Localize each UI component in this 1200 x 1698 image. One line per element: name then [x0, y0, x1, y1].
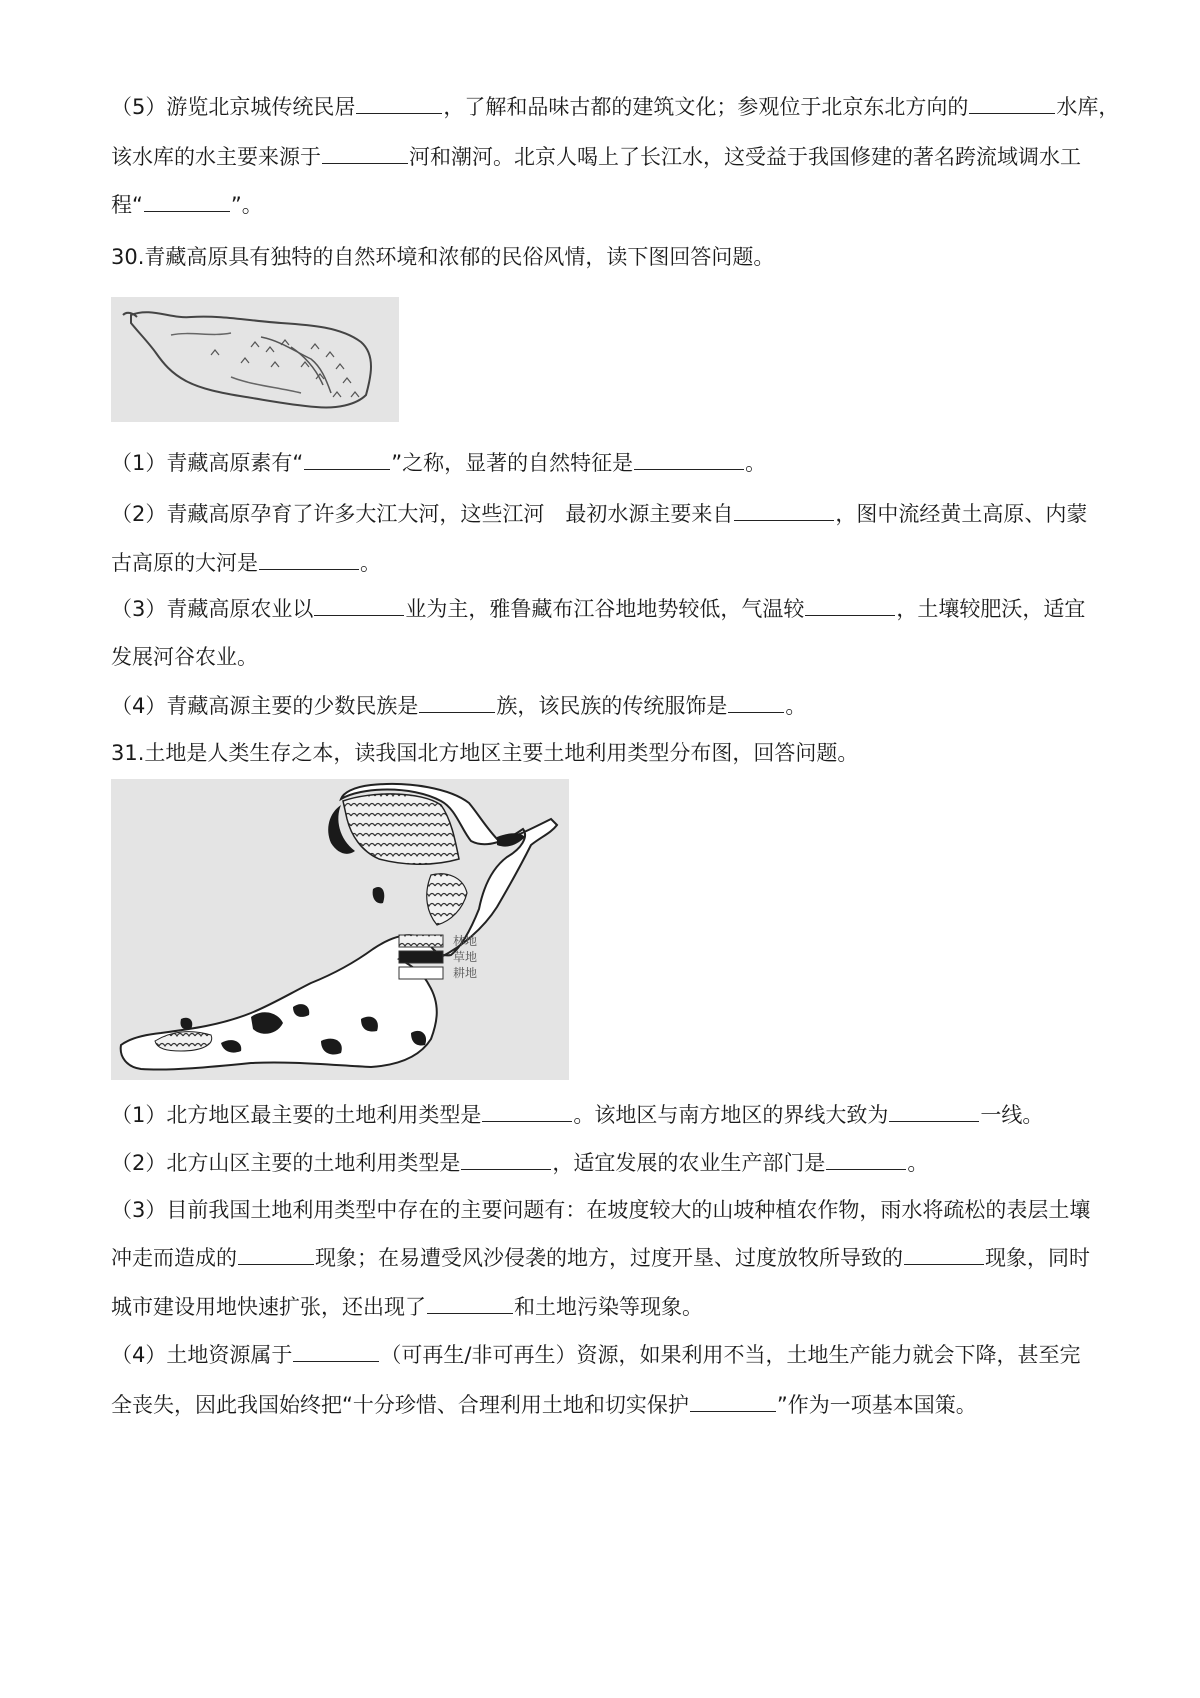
- answer-blank[interactable]: [889, 1101, 979, 1122]
- answer-blank[interactable]: [144, 191, 230, 212]
- answer-blank[interactable]: [259, 549, 359, 570]
- q30-text: 古高原的大河是: [111, 551, 258, 575]
- q31-3-line1: （3）目前我国土地利用类型中存在的主要问题有：在坡度较大的山坡种植农作物，雨水将疏松的表层土壤: [111, 1198, 1091, 1222]
- answer-blank[interactable]: [904, 1244, 984, 1265]
- legend-label: 耕地: [453, 966, 478, 980]
- q31-text: （1）北方地区最主要的土地利用类型是: [111, 1103, 482, 1127]
- tibetan-plateau-map: [111, 297, 399, 422]
- q30-2-line2: [111, 548, 1101, 578]
- legend-label: 林地: [453, 934, 478, 948]
- q30-1: [111, 448, 1101, 478]
- q31-4-line1: [111, 1340, 1101, 1370]
- q31-3-line2: [111, 1243, 1101, 1273]
- q31-text: 现象；在易遭受风沙侵袭的地方，过度开垦、过度放牧所导致的: [315, 1246, 903, 1270]
- answer-blank[interactable]: [826, 1149, 906, 1170]
- answer-blank[interactable]: [461, 1149, 551, 1170]
- q30-3-line2: 发展河谷农业。: [111, 645, 258, 669]
- q30-text: ，土壤较肥沃，适宜: [896, 597, 1086, 621]
- answer-blank[interactable]: [634, 449, 744, 470]
- q30-text: 业为主，雅鲁藏布江谷地地势较低，气温较: [405, 597, 805, 621]
- answer-blank[interactable]: [482, 1101, 572, 1122]
- q31-text: 全丧失，因此我国始终把“十分珍惜、合理利用土地和切实保护: [111, 1393, 689, 1417]
- q31-text: 和土地污染等现象。: [514, 1295, 703, 1319]
- q30-text: 。: [745, 451, 767, 475]
- q29-5-line1: [111, 92, 1120, 122]
- answer-blank[interactable]: [805, 595, 895, 616]
- q29-5-text: ”。: [230, 193, 263, 217]
- answer-blank[interactable]: [690, 1391, 776, 1412]
- q30-text: （2）青藏高原孕育了许多大江大河，这些江河 最初水源主要来自: [111, 502, 734, 526]
- answer-blank[interactable]: [322, 143, 408, 164]
- tibetan-plateau-sketch: [111, 297, 399, 422]
- q31-text: ”作为一项基本国策。: [776, 1393, 977, 1417]
- q31-text: （可再生/非可再生）资源，如果利用不当，土地生产能力就会下降，甚至完: [380, 1343, 1081, 1367]
- q30-text: ”之称，显著的自然特征是: [391, 451, 634, 475]
- q30-text: （4）青藏高源主要的少数民族是: [111, 694, 419, 718]
- answer-blank[interactable]: [419, 692, 495, 713]
- q31-2: [111, 1148, 1101, 1178]
- answer-blank[interactable]: [728, 692, 784, 713]
- q29-5-text: 该水库的水主要来源于: [111, 145, 321, 169]
- q31-text: 。: [907, 1151, 929, 1175]
- q29-5-text: 程“: [111, 193, 143, 217]
- q29-5-line2: [111, 142, 1101, 172]
- q30-text: 。: [785, 694, 807, 718]
- q29-5-text: 河和潮河。北京人喝上了长江水，这受益于我国修建的著名跨流域调水工: [409, 145, 1081, 169]
- q31-text: ，适宜发展的农业生产部门是: [552, 1151, 826, 1175]
- land-use-sketch: [111, 779, 569, 1080]
- q31-text: 城市建设用地快速扩张，还出现了: [111, 1295, 426, 1319]
- answer-blank[interactable]: [734, 500, 834, 521]
- answer-blank[interactable]: [969, 93, 1055, 114]
- q31-text: （2）北方山区主要的土地利用类型是: [111, 1151, 461, 1175]
- q30-stem: 30.青藏高原具有独特的自然环境和浓郁的民俗风情，读下图回答问题。: [111, 245, 775, 269]
- q31-text: 一线。: [980, 1103, 1044, 1127]
- q30-2-line1: [111, 499, 1101, 529]
- q31-text: 。该地区与南方地区的界线大致为: [573, 1103, 889, 1127]
- q29-5-text: 水库，: [1056, 95, 1120, 119]
- q30-text: ，图中流经黄土高原、内蒙: [835, 502, 1088, 526]
- answer-blank[interactable]: [427, 1293, 513, 1314]
- q30-4: [111, 691, 1101, 721]
- q30-3-line1: [111, 594, 1101, 624]
- q29-5-text: （5）游览北京城传统民居: [111, 95, 356, 119]
- q30-text: 。: [360, 551, 381, 575]
- q30-text: （3）青藏高原农业以: [111, 597, 314, 621]
- answer-blank[interactable]: [356, 93, 442, 114]
- map-legend: [399, 933, 477, 980]
- q30-text: 族，该民族的传统服饰是: [496, 694, 728, 718]
- q31-3-line3: [111, 1292, 1101, 1322]
- q31-text: 现象，同时: [985, 1246, 1090, 1270]
- answer-blank[interactable]: [304, 449, 390, 470]
- legend-label: 草地: [453, 950, 478, 964]
- q31-text: （4）土地资源属于: [111, 1343, 293, 1367]
- q31-1: [111, 1100, 1101, 1130]
- q29-5-line3: [111, 190, 1101, 220]
- q30-text: （1）青藏高原素有“: [111, 451, 304, 475]
- q31-stem: 31.土地是人类生存之本，读我国北方地区主要土地利用类型分布图，回答问题。: [111, 741, 859, 765]
- q29-5-text: ，了解和品味古都的建筑文化；参观位于北京东北方向的: [443, 95, 969, 119]
- answer-blank[interactable]: [238, 1244, 314, 1265]
- answer-blank[interactable]: [314, 595, 404, 616]
- north-china-land-use-map: [111, 779, 569, 1080]
- q31-4-line2: [111, 1390, 1101, 1420]
- answer-blank[interactable]: [293, 1341, 379, 1362]
- q31-text: 冲走而造成的: [111, 1246, 237, 1270]
